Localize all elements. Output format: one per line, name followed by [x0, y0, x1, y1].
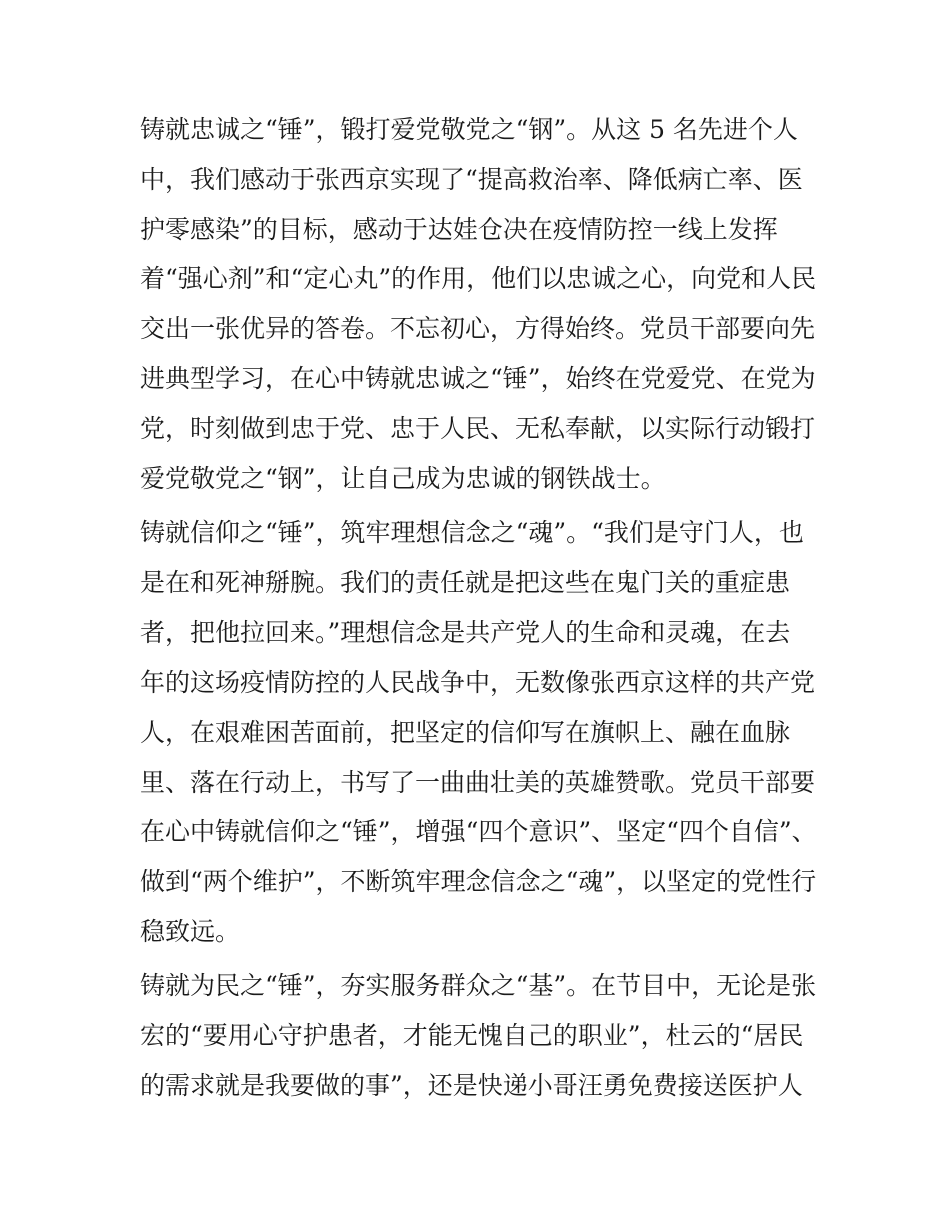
text-line: 年的这场疫情防控的人民战争中，无数像张西京这样的共产党 — [140, 668, 816, 697]
text-line: 做到“两个维护”，不断筑牢理念信念之“魂”，以坚定的党性行 — [140, 867, 817, 896]
text-line: 稳致远。 — [140, 917, 241, 946]
text-line: 铸就信仰之“锤”，筑牢理想信念之“魂”。“我们是守门人，也 — [140, 518, 804, 547]
text-line: 者，把他拉回来。”理想信念是共产党人的生命和灵魂，在去 — [140, 618, 791, 647]
text-line: 中，我们感动于张西京实现了“提高救治率、降低病亡率、医 — [140, 165, 803, 194]
text-line: 铸就为民之“锤”，夯实服务群众之“基”。在节目中，无论是张 — [140, 971, 817, 1000]
text-line: 铸就忠诚之“锤”，锻打爱党敬党之“钢”。从这 5 名先进个人 — [140, 115, 798, 144]
text-line: 在心中铸就信仰之“锤”，增强“四个意识”、坚定“四个自信”、 — [140, 817, 817, 846]
text-line: 里、落在行动上，书写了一曲曲壮美的英雄赞歌。党员干部要 — [140, 768, 816, 797]
text-line: 的需求就是我要做的事”，还是快递小哥汪勇免费接送医护人 — [140, 1071, 803, 1100]
text-line: 是在和死神掰腕。我们的责任就是把这些在鬼门关的重症患 — [140, 568, 791, 597]
text-line: 护零感染”的目标，感动于达娃仓决在疫情防控一线上发挥 — [140, 215, 778, 244]
text-line: 人，在艰难困苦面前，把坚定的信仰写在旗帜上、融在血脉 — [140, 718, 791, 747]
text-line: 进典型学习，在心中铸就忠诚之“锤”，始终在党爱党、在党为 — [140, 364, 816, 393]
text-line: 爱党敬党之“钢”，让自己成为忠诚的钢铁战士。 — [140, 464, 666, 493]
text-line: 交出一张优异的答卷。不忘初心，方得始终。党员干部要向先 — [140, 314, 816, 343]
text-line: 宏的“要用心守护患者，才能无愧自己的职业”，杜云的“居民 — [140, 1021, 804, 1050]
text-line: 党，时刻做到忠于党、忠于人民、无私奉献，以实际行动锻打 — [140, 414, 816, 443]
text-line: 着“强心剂”和“定心丸”的作用，他们以忠诚之心，向党和人民 — [140, 264, 817, 293]
